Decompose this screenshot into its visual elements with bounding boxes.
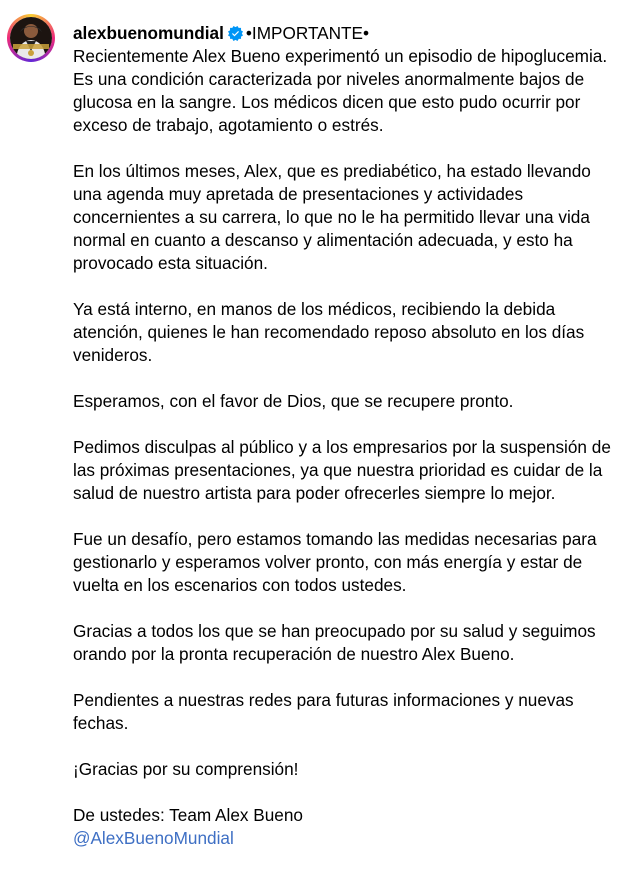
mention-link[interactable]: @AlexBuenoMundial (73, 828, 234, 848)
caption-header (73, 22, 623, 45)
caption-signoff: De ustedes: Team Alex Bueno (73, 805, 303, 825)
caption-paragraph-4: Esperamos, con el favor de Dios, que se recupere pronto. (73, 391, 514, 411)
caption-paragraph-2: En los últimos meses, Alex, que es prediabético, ha estado llevando una agenda muy apretada de presentaciones y actividades concernientes a su carrera, lo que no le ha permitido llevar una vida normal en cuanto a descanso y alimentación adecuada, y esto ha provocado esta situación. (73, 161, 591, 273)
caption-paragraph-6: Fue un desafío, pero estamos tomando las medidas necesarias para gestionarlo y esperamos volver pronto, con más energía y estar de vuelta en los escenarios con todos ustedes. (73, 529, 597, 595)
caption-paragraph-3: Ya está interno, en manos de los médicos, recibiendo la debida atención, quienes le han recomendado reposo absoluto en los días venideros. (73, 299, 585, 365)
caption-paragraph-5: Pedimos disculpas al público y a los empresarios por la suspensión de las próximas presentaciones, ya que nuestra prioridad es cuidar de la salud de nuestro artista para poder ofrecerles siempre lo mejor. (73, 437, 611, 503)
caption-paragraph-1: Recientemente Alex Bueno experimentó un episodio de hipoglucemia. Es una condición caracterizada por niveles anormalmente bajos de glucosa en la sangre. Los médicos dicen que esto pudo ocurrir por exceso de trabajo, agotamiento o estrés. (73, 46, 608, 135)
caption-paragraph-7: Gracias a todos los que se han preocupado por su salud y seguimos orando por la pronta recuperación de nuestro Alex Bueno. (73, 621, 596, 664)
story-ring[interactable] (7, 14, 55, 62)
verified-badge-icon (228, 26, 243, 41)
caption-paragraph-8: Pendientes a nuestras redes para futuras informaciones y nuevas fechas. (73, 690, 574, 733)
avatar-image (10, 17, 52, 59)
avatar[interactable] (10, 17, 52, 59)
post-headline: •IMPORTANTE• (245, 23, 370, 43)
caption-paragraph-9: ¡Gracias por su comprensión! (73, 759, 299, 779)
username-link[interactable]: alexbuenomundial (73, 23, 224, 43)
caption-body (73, 22, 623, 850)
